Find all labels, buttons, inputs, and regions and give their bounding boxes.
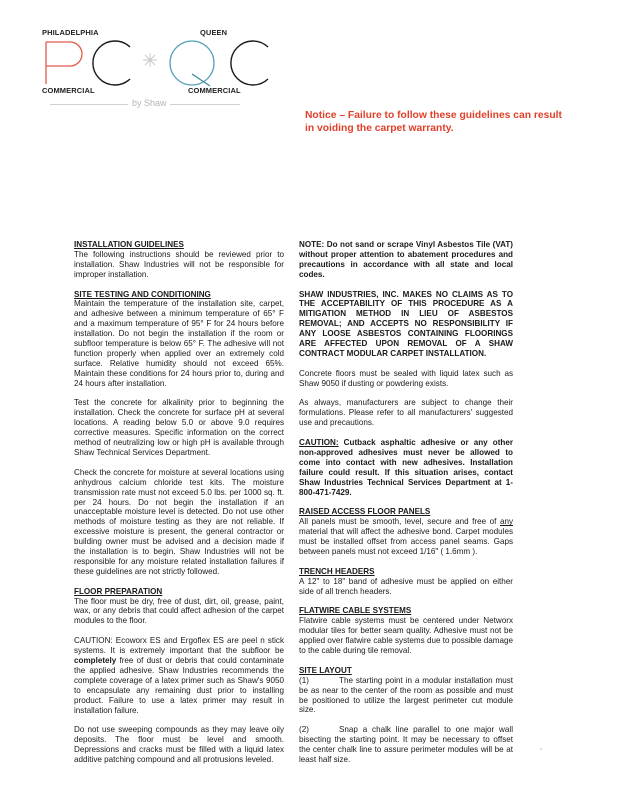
right-column	[299, 240, 513, 775]
flatwire-text: Flatwire cable systems must be centered under Networx modular tiles for better seam quality. Adhesive must not be applied over flatwire cable systems due to possible damage to the cable during tile removal.	[299, 616, 513, 656]
trench-headers-section	[299, 567, 513, 597]
warranty-notice: Notice – Failure to follow these guidelines can result in voiding the carpet warranty.	[305, 110, 562, 134]
concrete-sealing-text: Concrete floors must be sealed with liquid latex such as Shaw 9050 if dusting or powdering exists.	[299, 368, 513, 388]
floor-preparation-sweeping-text: Do not use sweeping compounds as they may leave oily deposits. The floor must be level and smooth. Depressions and cracks must be filled with a liquid latex additive patching compound and all protrusions leveled.	[74, 725, 284, 765]
floor-preparation-caution	[74, 636, 284, 715]
site-layout-item-number: (2)	[299, 725, 309, 735]
site-layout-item	[299, 725, 513, 765]
trench-headers-heading: TRENCH HEADERS	[299, 566, 375, 576]
adhesive-caution	[299, 438, 513, 497]
pc-letters-icon	[40, 38, 150, 88]
site-layout-item-text: Snap a chalk line parallel to one major wall bisecting the starting point. It may be necessary to offset the center chalk line to assure perimeter modules will be at least half size.	[299, 725, 513, 764]
site-testing-alkalinity-text: Test the concrete for alkalinity prior to beginning the installation. Check the concrete for surface pH at several locations. A reading below 5.0 or above 9.0 requires corrective measures. Specific information on the correct method of neutralizing low or high pH is available through Shaw Technical Services Department.	[74, 398, 284, 457]
installation-guidelines-heading: INSTALLATION GUIDELINES	[74, 240, 184, 249]
flatwire-heading: FLATWIRE CABLE SYSTEMS	[299, 606, 412, 616]
site-layout-section	[299, 666, 513, 716]
manufacturers-text: As always, manufacturers are subject to change their formulations. Please refer to all manufacturers' suggested use and precautions.	[299, 398, 513, 428]
logo-philadelphia-label: PHILADELPHIA	[42, 28, 99, 37]
sparkle-icon	[140, 50, 160, 70]
divider	[50, 104, 128, 105]
site-testing-moisture-text: Check the concrete for moisture at several locations using anhydrous calcium chloride test kits. The moisture transmission rate must not exceed 5.0 lbs. per 1000 sq. ft. per 24 hours. Do not begin the installation if an unacceptable moisture level is detected. Do not use other methods of moisture testing as they are not reliable. If excessive moisture is present, the general contractor or building owner must be advised and a decision made if the installation is to begin. Shaw Industries will not be responsible for any moisture related installation failures if these guidelines are not strictly followed.	[74, 467, 284, 576]
page-mark	[540, 748, 542, 750]
installation-guidelines-text: The following instructions should be reviewed prior to installation. Shaw Industries will not be responsible for improper installation.	[74, 249, 284, 279]
installation-guidelines-section	[74, 240, 284, 280]
by-shaw-tagline	[50, 98, 240, 110]
raised-floor-text: material that will affect the adhesive bond. Carpet modules must be installed offset from access panel seams. Gaps between panels must not exceed 1/16" ( 1.6mm ).	[299, 527, 513, 557]
qc-letters-icon	[158, 38, 283, 90]
site-layout-item-number: (1)	[299, 675, 309, 685]
caution-label: CAUTION:	[299, 438, 339, 448]
logo-commercial-left-label: COMMERCIAL	[42, 86, 95, 95]
company-logo	[40, 28, 280, 128]
raised-floor-text: All panels must be smooth, level, secure and free of	[299, 517, 500, 527]
logo-queen-label: QUEEN	[200, 28, 228, 37]
caution-text-part: free of dust or debris that could contaminate the applied adhesive. Shaw Industries recommends the complete coverage of a latex primer such as Shaw's 9050 to encapsulate any remaining dust prior to installing product. Failure to use a latex primer may result in installation failure.	[74, 655, 284, 715]
raised-floor-section	[299, 507, 513, 557]
site-layout-heading: SITE LAYOUT	[299, 665, 352, 675]
site-testing-section	[74, 290, 284, 389]
logo-commercial-right-label: COMMERCIAL	[188, 86, 241, 95]
site-testing-temperature-text: Maintain the temperature of the installation site, carpet, and adhesive between a minimum temperature of 65° F and a maximum temperature of 95° F for 24 hours before installation. Do not begin the installation if the room or subfloor temperature is below 65° F. The adhesive will not function properly when applied over an extremely cold surface. Relative humidity should not exceed 65%. Maintain these conditions for 24 hours prior to, during and 24 hours after installation.	[74, 299, 284, 388]
raised-floor-emphasis: any	[499, 517, 513, 527]
caution-emphasis: completely	[74, 655, 117, 665]
asbestos-note: NOTE: Do not sand or scrape Vinyl Asbestos Tile (VAT) without proper attention to abatement procedures and precautions in accordance with all state and local codes.	[299, 240, 513, 279]
divider	[170, 104, 240, 105]
site-layout-item-text: The starting point in a modular installation must be as near to the center of the room as possible and must be positioned to utilize the largest perimeter cut module size.	[299, 675, 513, 715]
left-column	[74, 240, 284, 775]
trench-headers-text: A 12" to 18" band of adhesive must be applied on either side of all trench headers.	[299, 576, 513, 596]
floor-preparation-heading: FLOOR PREPARATION	[74, 586, 163, 596]
caution-text: Cutback asphaltic adhesive or any other non-approved adhesives must never be allowed to come into contact with new adhesives. Installation failure could result. If this situation arises, contact Shaw Industries Technical Services Department at 1-800-471-7429.	[299, 438, 513, 497]
raised-floor-heading: RAISED ACCESS FLOOR PANELS	[299, 507, 431, 517]
floor-preparation-section	[74, 587, 284, 627]
floor-preparation-text: The floor must be dry, free of dust, dirt, oil, grease, paint, wax, or any debris that could affect adhesion of the carpet modules to the floor.	[74, 596, 284, 626]
asbestos-disclaimer: SHAW INDUSTRIES, INC. MAKES NO CLAIMS AS TO THE ACCEPTABILITY OF THIS PROCEDURE AS A MITIGATION METHOD IN LIEU OF ASBESTOS REMOVAL; AND ACCEPTS NO RESPONSIBILITY IF ANY LOOSE ASBESTOS CONTAINING FLOORINGS ARE AFFECTED UPON REMOVAL OF A SHAW CONTRACT MODULAR CARPET INSTALLATION.	[299, 289, 513, 358]
site-testing-heading: SITE TESTING AND CONDITIONING	[74, 289, 211, 299]
caution-text-part: CAUTION: Ecoworx ES and Ergoflex ES are peel n stick systems. It is extremely important that the subfloor be	[74, 636, 284, 656]
by-shaw-text: by Shaw	[132, 98, 167, 108]
flatwire-section	[299, 606, 513, 656]
